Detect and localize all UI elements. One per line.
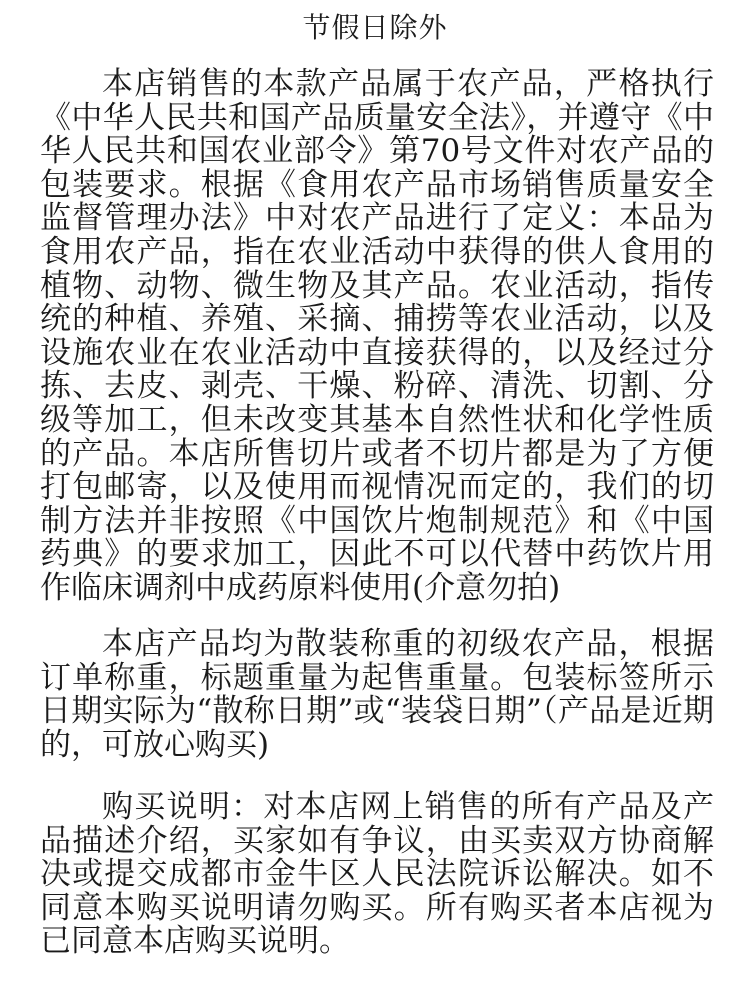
paragraph-purchase-notice: 购买说明：对本店网上销售的所有产品及产品描述介绍，买家如有争议，由买卖双方协商解决或提交成都市金牛区人民法院诉讼解决。如不同意本购买说明请勿购买。所有购买者本店视为已同意本店购买说明。	[40, 789, 714, 960]
paragraph-bulk-weighing: 本店产品均为散装称重的初级农产品，根据订单称重，标题重量为起售重量。包装标签所示日期实际为“散称日期”或“装袋日期”（产品是近期的，可放心购买)	[40, 626, 714, 763]
paragraph-product-classification: 本店销售的本款产品属于农产品，严格执行《中华人民共和国产品质量安全法》，并遵守《中华人民共和国农业部令》第70号文件对农产品的包装要求。根据《食用农产品市场销售质量安全监督管理办法》中对农产品进行了定义：本品为食用农产品，指在农业活动中获得的供人食用的植物、动物、微生物及其产品。农业活动，指传统的种植、养殖、采摘、捕捞等农业活动，以及设施农业在农业活动中直接获得的，以及经过分拣、去皮、剥壳、干燥、粉碎、清洗、切割、分级等加工，但未改变其基本自然性状和化学性质的产品。本店所售切片或者不切片都是为了方便打包邮寄，以及使用而视情况而定的，我们的切制方法并非按照《中国饮片炮制规范》和《中国药典》的要求加工，因此不可以代替中药饮片用作临床调剂中成药原料使用(介意勿拍)	[40, 66, 714, 606]
document-title: 节假日除外	[302, 11, 448, 44]
